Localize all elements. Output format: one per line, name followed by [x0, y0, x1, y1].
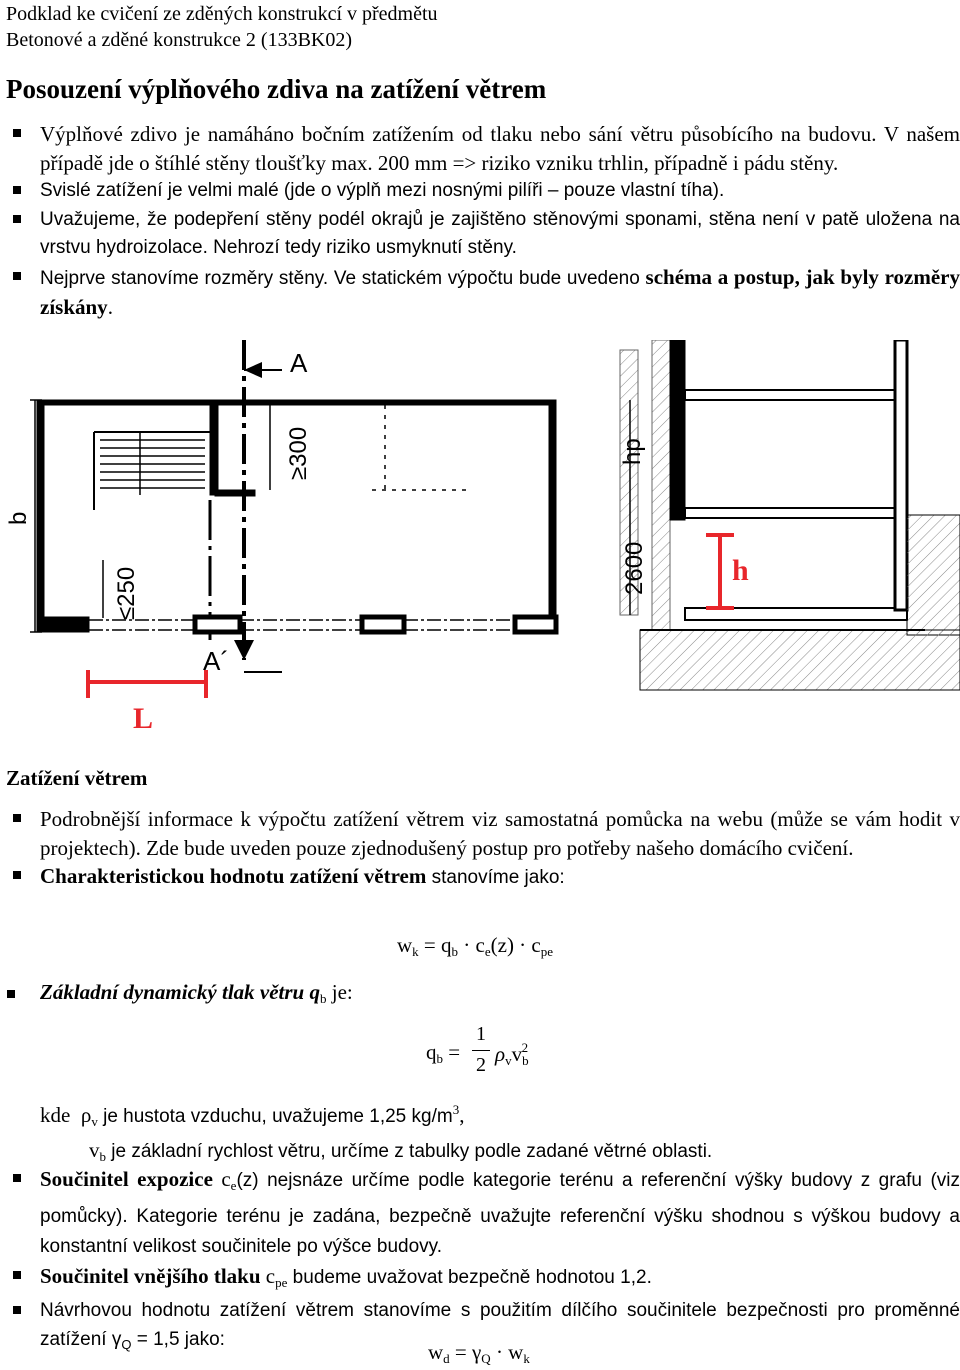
- kde-word: kde: [40, 1103, 71, 1127]
- header-line-1: Podklad ke cvičení ze zděných konstrukcí v předmětu: [6, 3, 438, 25]
- list-item: Součinitel expozice $c_e(z)$ nejsnáze určíme podle kategorie terénu a referenční výšky budovy z grafu (viz pomůcky). Kategorie terénu je zadána, bezpečně uvažujte referenční výšku shodnou s výškou budovy a konstantní velikost součinitele po výšce budovy.: [6, 1165, 960, 1262]
- bullet-list-2: [6, 805, 960, 893]
- label-A: A: [290, 348, 308, 378]
- equation-qb-rhs: $\rho_vv_b^2$: [495, 1040, 529, 1068]
- label-b: b: [5, 511, 32, 525]
- bullet-text-4: Nejprve stanovíme rozměry stěny. Ve statickém výpočtu bude uvedeno: [40, 267, 646, 289]
- bullet-text-9: budeme uvažovat bezpečně hodnotou 1,2.: [287, 1266, 652, 1288]
- bullet-text-6: stanovíme jako:: [426, 867, 565, 888]
- rho-definition: je hustota vzduchu, uvažujeme 1,25 kg/m: [97, 1106, 453, 1127]
- bullet-text-6-bold: Charakteristickou hodnotu zatížení větrem: [40, 864, 427, 888]
- label-hp: hp: [619, 438, 646, 465]
- list-item: Návrhovou hodnotu zatížení větrem stanovíme s použitím dílčího součinitele bezpečnosti pro proměnné zatížení $\gamma_Q = 1,5$ jako:: [6, 1297, 960, 1359]
- list-item: [6, 177, 960, 206]
- section-heading: Zatížení větrem: [6, 766, 148, 790]
- bullet-text-9-bold: Součinitel vnějšího tlaku: [40, 1263, 261, 1288]
- list-item: [6, 263, 960, 322]
- list-item: [6, 805, 960, 862]
- bullet-text-5: Podrobnější informace k výpočtu zatížení větrem viz samostatná pomůcka na webu (může se vám hodit v projektech). Zde bude uveden pouze zjednodušený postup pro potřeby našeho domácího cvičení.: [40, 807, 960, 860]
- vb-definition: je základní rychlost větru, určíme z tabulky podle zadané větrné oblasti.: [106, 1141, 713, 1162]
- dim-2600: 2600: [621, 541, 648, 595]
- dimension-h: [706, 535, 734, 608]
- bullet-text-2: Svislé zatížení je velmi malé (jde o výplň mezi nosnými pilíři – pouze vlastní tíha).: [40, 180, 725, 201]
- label-L: L: [133, 702, 154, 735]
- equation-qb: $q_b$ =: [426, 1040, 461, 1066]
- label-A-prime: A´: [203, 646, 229, 676]
- section-drawing: [620, 340, 960, 690]
- bullet-text-3: Uvažujeme, že podepření stěny podél okrajů je zajištěno stěnovými sponami, stěna není v patě uložena na vrstvu hydroizolace. Nehrozí tedy riziko usmyknutí stěny.: [40, 208, 960, 258]
- dimension-L: [88, 670, 206, 698]
- bullet-list-3: [6, 1165, 960, 1359]
- list-item: Součinitel vnějšího tlaku $c_{pe}$ budeme uvažovat bezpečně hodnotou 1,2.: [6, 1262, 960, 1298]
- bullet-marker: [7, 990, 15, 998]
- fraction-numerator: 1: [476, 1023, 486, 1045]
- dim-250: ≤250: [113, 566, 140, 620]
- header-line-2: Betonové a zděné konstrukce 2 (133BK02): [6, 29, 353, 51]
- list-item: [6, 206, 960, 263]
- plan-walls: [30, 340, 556, 672]
- bullet-text-7: Základní dynamický tlak větru $q_b$ je:: [40, 980, 353, 1006]
- dim-300: ≥300: [285, 426, 312, 480]
- list-item: [6, 120, 960, 177]
- bullet-list-1: [6, 120, 960, 322]
- bullet-text-8: (z) nejsnáze určíme podle kategorie terénu a referenční výšky budovy z grafu (viz pomůcky). Kategorie terénu je zadána, bezpečně uvažujte referenční výšku shodnou s výškou budovy a konstantní velikost součinitele po výšce budovy.: [40, 1170, 960, 1257]
- equation-wk: $w_k = q_b \cdot c_e(z) \cdot c_{pe}$: [397, 933, 554, 959]
- list-item: [6, 862, 960, 893]
- fraction-denominator: 2: [476, 1054, 486, 1076]
- bullet-text-8-bold: Součinitel expozice: [40, 1167, 213, 1191]
- bullet-text-4-bold: schéma a postup, jak byly rozměry získány: [40, 264, 960, 319]
- page-title: Posouzení výplňového zdiva na zatížení větrem: [6, 74, 547, 104]
- equation-wd: $w_d = \gamma_Q \cdot w_k$: [428, 1340, 530, 1366]
- bullet-text-10: Návrhovou hodnotu zatížení větrem stanovíme s použitím dílčího součinitele bezpečnosti pro proměnné zatížení γ: [40, 1300, 960, 1350]
- fraction-bar: [472, 1050, 490, 1051]
- bullet-text-4-end: .: [107, 295, 113, 319]
- label-h: h: [732, 554, 749, 587]
- definitions-block: kde $\rho_v$ je hustota vzduchu, uvažujeme 1,25 $kg/m^3$, $v_b$ je základní rychlost větru, určíme z tabulky podle zadané větrné oblasti.: [40, 1102, 713, 1164]
- bullet-text-1: Výplňové zdivo je namáháno bočním zatížením od tlaku nebo sání větru působícího na budovu. V našem případě jde o štíhlé stěny tloušťky max. 200 mm => riziko vzniku trhlin, případně i pádu stěny.: [40, 122, 960, 175]
- floor-plan-and-section-drawing: [0, 340, 960, 740]
